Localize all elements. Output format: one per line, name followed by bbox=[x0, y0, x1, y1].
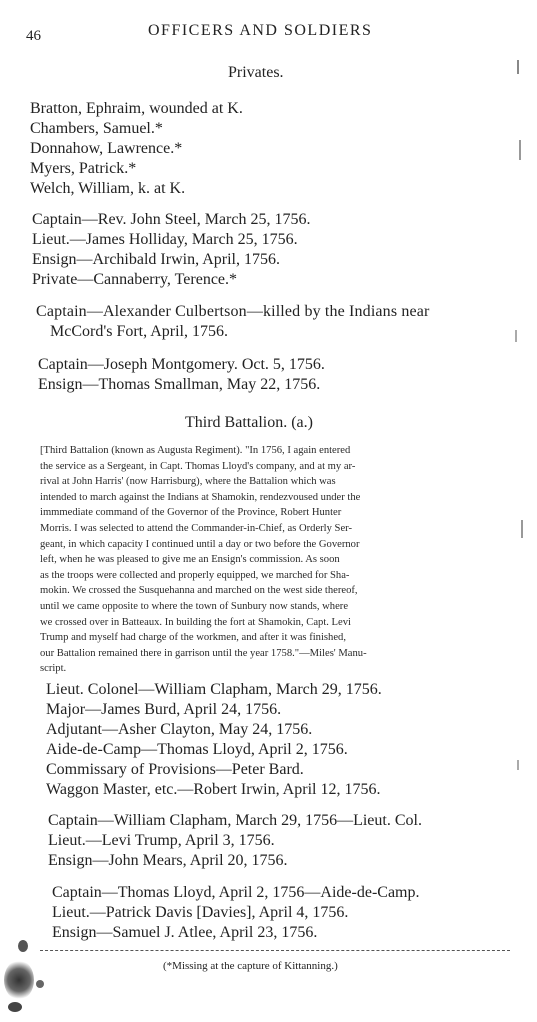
page-number: 46 bbox=[26, 28, 41, 44]
note-line: rival at John Harris' (now Harrisburg), where the Battalion which was bbox=[40, 476, 336, 488]
list-item: Ensign—Samuel J. Atlee, April 23, 1756. bbox=[52, 924, 318, 941]
note-line: our Battalion remained there in garrison until the year 1758."—Miles' Manu- bbox=[40, 647, 367, 659]
list-item: Myers, Patrick.* bbox=[30, 160, 137, 177]
montgomery-company bbox=[38, 355, 325, 395]
privates-list bbox=[30, 99, 243, 199]
note-line: geant, in which capacity I continued until a day or two before the Governor bbox=[40, 538, 360, 550]
note-line: intended to march against the Indians at Shamokin, rendezvoused under the bbox=[40, 491, 361, 503]
note-line: mokin. We crossed the Susquehanna and marched on the west side thereof, bbox=[40, 585, 358, 597]
list-item: Lieut.—Patrick Davis [Davies], April 4, 1756. bbox=[52, 904, 349, 921]
privates-heading: Privates. bbox=[228, 64, 284, 81]
page-edge-marks bbox=[503, 0, 533, 1022]
list-item: McCord's Fort, April, 1756. bbox=[50, 323, 228, 340]
list-item: Ensign—Archibald Irwin, April, 1756. bbox=[32, 251, 280, 268]
footnote: (*Missing at the capture of Kittanning.) bbox=[163, 960, 338, 972]
culbertson-company bbox=[36, 302, 429, 342]
note-line: until we came opposite to where the town of Sunbury now stands, where bbox=[40, 600, 349, 612]
list-item: Lieut.—Levi Trump, April 3, 1756. bbox=[48, 832, 275, 849]
list-item: Major—James Burd, April 24, 1756. bbox=[46, 701, 282, 718]
note-line: we crossed over in Batteaux. In building the fort at Shamokin, Capt. Levi bbox=[40, 616, 351, 628]
clapham-company bbox=[48, 811, 422, 871]
third-battalion-heading: Third Battalion. (a.) bbox=[185, 414, 313, 431]
steel-company bbox=[32, 210, 310, 290]
battalion-note bbox=[40, 443, 508, 677]
note-line: Trump and myself had charge of the workmen, and after it was finished, bbox=[40, 632, 346, 644]
footnote-rule bbox=[40, 950, 510, 951]
list-item: Bratton, Ephraim, wounded at K. bbox=[30, 100, 243, 117]
list-item: Ensign—Thomas Smallman, May 22, 1756. bbox=[38, 376, 321, 393]
note-line: Morris. I was selected to attend the Commander-in-Chief, as Orderly Ser- bbox=[40, 522, 352, 534]
list-item: Captain—William Clapham, March 29, 1756—Lieut. Col. bbox=[48, 812, 422, 829]
list-item: Lieut. Colonel—William Clapham, March 29, 1756. bbox=[46, 681, 382, 698]
list-item: Captain—Rev. John Steel, March 25, 1756. bbox=[32, 211, 311, 228]
list-item: Donnahow, Lawrence.* bbox=[30, 140, 183, 157]
note-line: [Third Battalion (known as Augusta Regiment). "In 1756, I again entered bbox=[40, 445, 351, 456]
list-item: Captain—Thomas Lloyd, April 2, 1756—Aide-de-Camp. bbox=[52, 884, 420, 901]
list-item: Lieut.—James Holliday, March 25, 1756. bbox=[32, 231, 298, 248]
list-item: Private—Cannaberry, Terence.* bbox=[32, 271, 238, 288]
lloyd-company bbox=[52, 883, 420, 943]
list-item: Commissary of Provisions—Peter Bard. bbox=[46, 761, 304, 778]
list-item: Chambers, Samuel.* bbox=[30, 120, 163, 137]
list-item: Captain—Alexander Culbertson—killed by the Indians near bbox=[36, 303, 430, 320]
list-item: Captain—Joseph Montgomery. Oct. 5, 1756. bbox=[38, 356, 325, 373]
note-line: left, when he was pleased to give me an Ensign's commission. As soon bbox=[40, 554, 340, 566]
list-item: Waggon Master, etc.—Robert Irwin, April 12, 1756. bbox=[46, 781, 381, 798]
battalion-staff bbox=[46, 680, 382, 800]
note-line: script. bbox=[40, 663, 67, 675]
list-item: Adjutant—Asher Clayton, May 24, 1756. bbox=[46, 721, 313, 738]
list-item: Welch, William, k. at K. bbox=[30, 180, 186, 197]
list-item: Ensign—John Mears, April 20, 1756. bbox=[48, 852, 288, 869]
running-head: OFFICERS AND SOLDIERS bbox=[148, 22, 373, 39]
scan-smudge bbox=[0, 930, 60, 1022]
note-line: the service as a Sergeant, in Capt. Thomas Lloyd's company, and at my ar- bbox=[40, 460, 356, 472]
list-item: Aide-de-Camp—Thomas Lloyd, April 2, 1756. bbox=[46, 741, 348, 758]
note-line: immmediate command of the Governor of the Province, Robert Hunter bbox=[40, 507, 342, 519]
note-line: as the troops were collected and properly equipped, we marched for Sha- bbox=[40, 569, 350, 581]
